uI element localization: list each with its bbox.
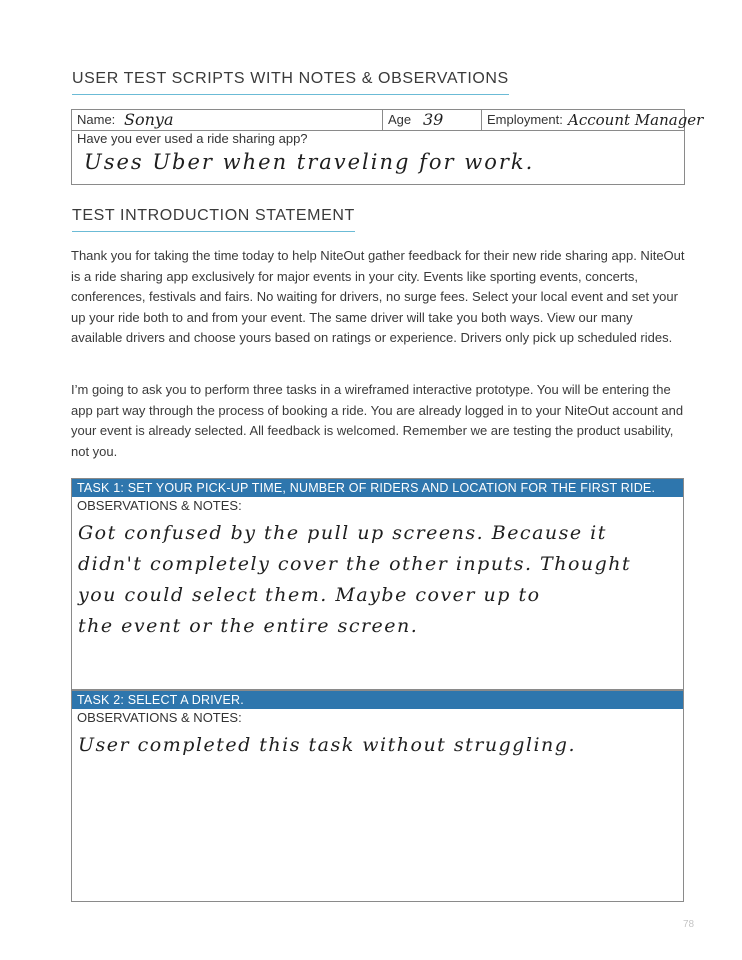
- task-1-notes: [72, 518, 683, 642]
- page-number: 78: [683, 919, 695, 930]
- name-cell: [72, 110, 383, 130]
- age-label: Age: [388, 112, 412, 127]
- intro-paragraph-2: I’m going to ask you to perform three tasks in a wireframed interactive prototype. You will be entering the app part way through the process of booking a ride. You are already logged in to your NiteOut account and your event is already selected. All feedback is welcomed. Remember we are testing the product usability, not you.: [71, 382, 684, 459]
- note-line: didn't completely cover the other inputs. Thought: [78, 553, 632, 575]
- intro-paragraph-1: Thank you for taking the time today to help NiteOut gather feedback for their new ride sharing app. NiteOut is a ride sharing app exclusively for major events in your city. Events like sporting events, concerts, conferences, festivals and fairs. No waiting for drivers, no surge fees. Select your local event and set your up your ride both to and from your event. The same driver will take you both ways. View our many available drivers and choose yours based on ratings or experience. Drivers only pick up scheduled rides.: [71, 248, 685, 345]
- section-title-scripts: USER TEST SCRIPTS WITH NOTES & OBSERVATIONS: [72, 70, 509, 95]
- employment-value-handwritten: Account Manager: [568, 111, 704, 129]
- employment-label: Employment:: [487, 112, 563, 127]
- age-cell: [383, 110, 482, 130]
- task-2-notes-label: OBSERVATIONS & NOTES:: [77, 710, 242, 725]
- note-line: User completed this task without struggling.: [78, 734, 576, 756]
- task-2-notes: [72, 730, 683, 761]
- name-label: Name:: [77, 112, 116, 127]
- note-line: the event or the entire screen.: [78, 615, 419, 637]
- ride-share-question: Have you ever used a ride sharing app?: [77, 131, 308, 146]
- note-line: Got confused by the pull up screens. Because it: [78, 522, 607, 544]
- task-2-header: TASK 2: SELECT A DRIVER.: [72, 691, 683, 709]
- employment-cell: [482, 110, 704, 130]
- task-2-box: [71, 690, 684, 902]
- ride-share-answer-handwritten: Uses Uber when traveling for work.: [84, 150, 535, 174]
- participant-info-table: [71, 109, 704, 185]
- task-1-notes-label: OBSERVATIONS & NOTES:: [77, 498, 242, 513]
- info-row: [72, 110, 704, 131]
- age-value-handwritten: 39: [423, 110, 444, 129]
- task-1-box: [71, 478, 684, 690]
- section-title-intro: TEST INTRODUCTION STATEMENT: [72, 207, 355, 232]
- name-value-handwritten: Sonya: [124, 110, 174, 129]
- task-1-header: TASK 1: SET YOUR PICK-UP TIME, NUMBER OF RIDERS AND LOCATION FOR THE FIRST RIDE.: [72, 479, 683, 497]
- note-line: you could select them. Maybe cover up to: [78, 584, 541, 606]
